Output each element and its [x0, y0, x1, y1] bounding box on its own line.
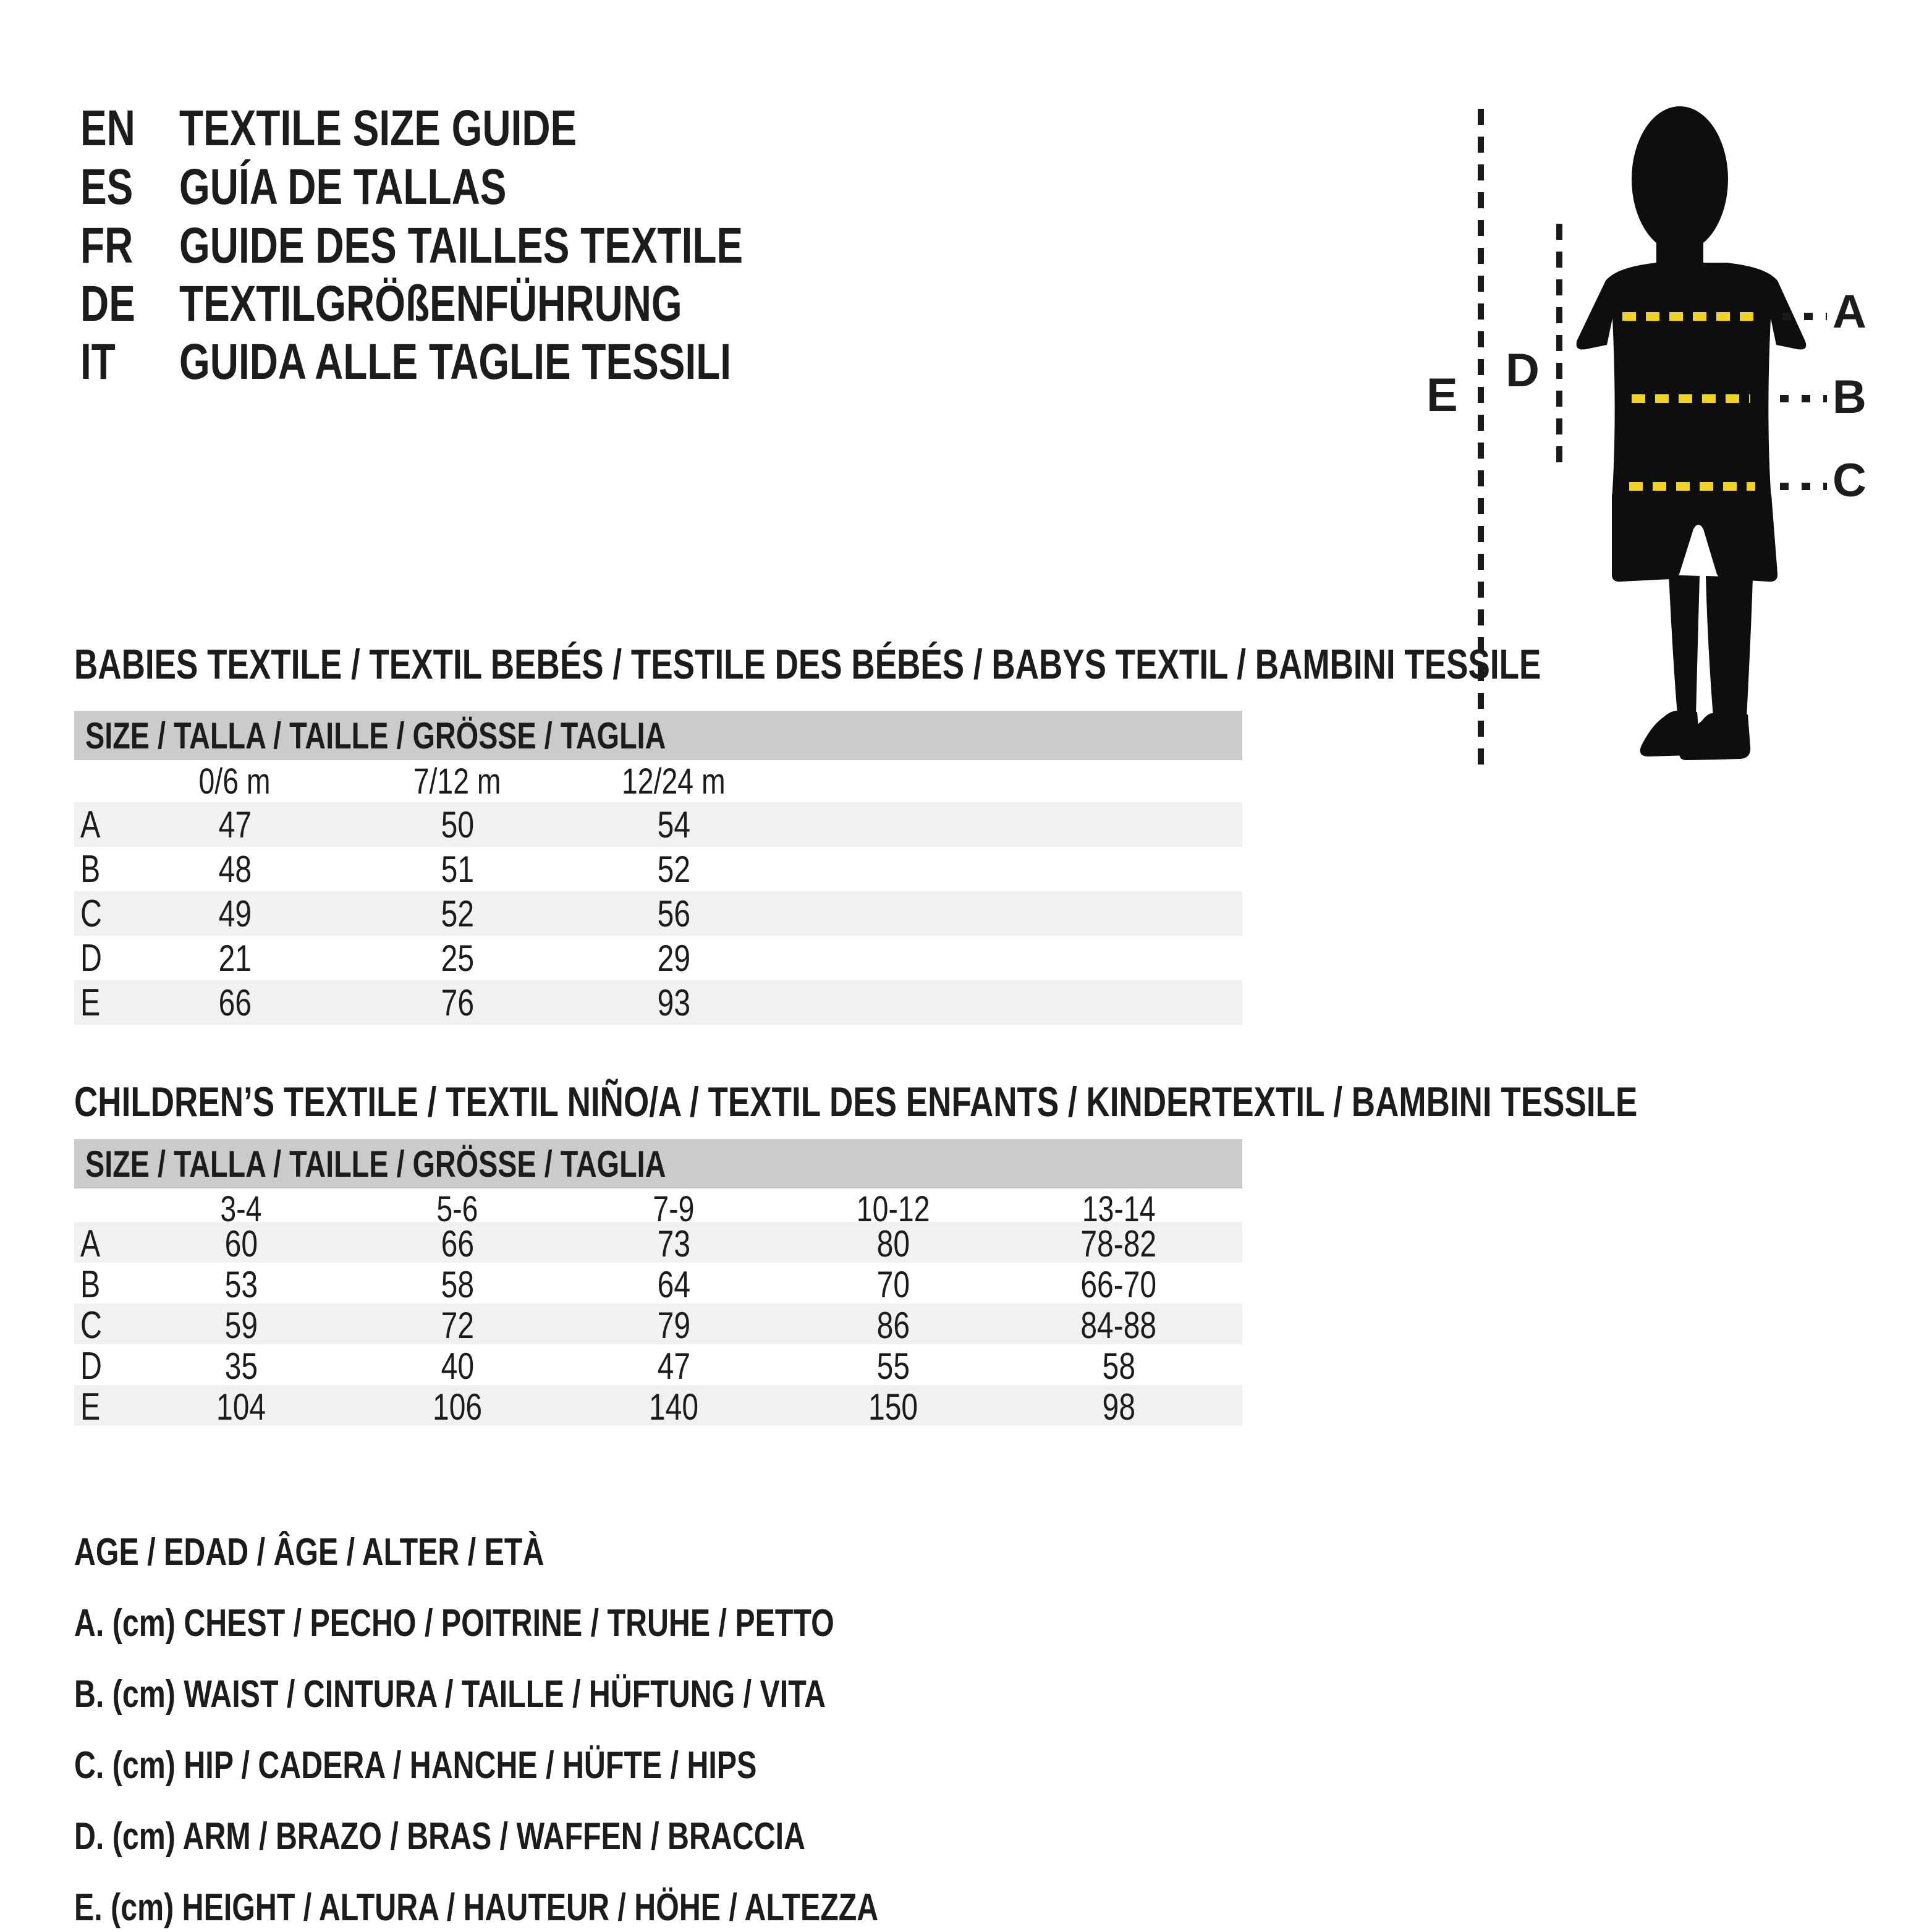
- size-cell-text: 104: [216, 1386, 266, 1428]
- size-cell: [1017, 1386, 1221, 1428]
- size-cell: [145, 803, 324, 846]
- legend-line-text: B. (cm) WAIST / CINTURA / TAILLE / HÜFTUNG / VITA: [74, 1673, 826, 1716]
- size-cell-text: 49: [218, 892, 252, 934]
- size-cell-text: 66: [218, 981, 252, 1023]
- row-label-text: B: [80, 847, 101, 891]
- children-size-header-text: SIZE / TALLA / TAILLE / GRÖSSE / TAGLIA: [85, 1143, 666, 1185]
- size-cell: [145, 937, 324, 980]
- legend-line-chest: [74, 1601, 1049, 1646]
- legend-line-text: E. (cm) HEIGHT / ALTURA / HAUTEUR / HÖHE / ALTEZZA: [74, 1886, 879, 1929]
- table-row: [74, 802, 1242, 847]
- size-cell: [145, 1222, 337, 1265]
- children-section-heading: [74, 1080, 1932, 1124]
- row-label: [74, 936, 145, 980]
- column-header: [145, 761, 324, 802]
- children-section-heading-text: CHILDREN’S TEXTILE / TEXTIL NIÑO/A / TEXTIL DES ENFANTS / KINDERTEXTIL / BAMBINI TESSILE: [74, 1078, 1638, 1125]
- size-cell-text: 93: [657, 981, 690, 1023]
- size-cell-text: 66-70: [1080, 1264, 1157, 1305]
- column-header-text: 10-12: [856, 1189, 930, 1229]
- size-cell: [324, 892, 590, 935]
- size-cell-text: 80: [876, 1223, 910, 1265]
- table-row: [74, 1263, 1242, 1306]
- size-cell-text: 150: [868, 1386, 918, 1428]
- row-label-text: C: [80, 892, 102, 935]
- measure-label-b: [1832, 370, 1866, 425]
- size-cell-text: 48: [218, 848, 252, 890]
- size-cell-text: 73: [657, 1223, 690, 1265]
- column-header-text: 7/12 m: [413, 761, 501, 802]
- measure-label-c: [1832, 454, 1866, 508]
- language-row: [80, 218, 902, 274]
- language-title-text: GUIDA ALLE TAGLIE TESSILI: [179, 334, 732, 390]
- size-cell-text: 76: [441, 981, 474, 1023]
- size-cell-text: 40: [441, 1345, 474, 1387]
- language-row: [80, 276, 824, 333]
- size-cell: [324, 937, 590, 980]
- size-cell-text: 106: [432, 1386, 483, 1428]
- size-cell: [145, 848, 324, 891]
- legend-line-age: [74, 1530, 677, 1575]
- size-cell: [578, 1263, 769, 1306]
- language-code-text: EN: [80, 100, 135, 156]
- size-cell: [145, 892, 324, 935]
- language-code: [80, 158, 179, 216]
- size-cell-text: 70: [876, 1264, 910, 1305]
- measure-label-d: [1506, 344, 1540, 398]
- table-row: [74, 1222, 1242, 1263]
- language-title-text: TEXTILGRÖßENFÜHRUNG: [179, 276, 682, 332]
- legend-line-text: D. (cm) ARM / BRAZO / BRAS / WAFFEN / BRACCIA: [74, 1815, 806, 1858]
- legend-line-text: A. (cm) CHEST / PECHO / POITRINE / TRUHE / PETTO: [74, 1602, 834, 1645]
- legend-line-text: AGE / EDAD / ÂGE / ALTER / ETÀ: [74, 1531, 544, 1574]
- column-header: [324, 761, 590, 802]
- language-title-text: TEXTILE SIZE GUIDE: [179, 100, 577, 156]
- size-cell: [590, 848, 757, 891]
- size-cell-text: 50: [441, 803, 474, 845]
- language-title: [179, 158, 599, 216]
- size-cell-text: 79: [657, 1305, 690, 1346]
- size-cell-text: 52: [657, 848, 690, 890]
- row-label-text: A: [80, 1222, 101, 1265]
- size-cell-text: 66: [441, 1223, 474, 1265]
- size-cell: [578, 1386, 769, 1428]
- row-label: [74, 803, 145, 847]
- legend-line-height: [74, 1886, 1105, 1930]
- size-cell-text: 52: [441, 892, 474, 934]
- measure-label-b-text: B: [1832, 371, 1866, 423]
- size-cell-text: 47: [657, 1345, 690, 1387]
- language-code: [80, 217, 179, 275]
- children-size-header-bar: [74, 1139, 1242, 1188]
- language-title-text: GUÍA DE TALLAS: [179, 159, 507, 215]
- size-cell-text: 29: [657, 937, 690, 979]
- column-header-text: 0/6 m: [198, 761, 271, 802]
- size-cell: [590, 803, 757, 846]
- babies-size-header-text: SIZE / TALLA / TAILLE / GRÖSSE / TAGLIA: [85, 714, 666, 756]
- size-cell: [337, 1345, 578, 1388]
- row-label-text: B: [80, 1263, 101, 1306]
- table-row: [74, 1385, 1242, 1426]
- column-header: [590, 761, 757, 802]
- legend-line-text: C. (cm) HIP / CADERA / HANCHE / HÜFTE / HIPS: [74, 1744, 757, 1787]
- language-code-text: ES: [80, 159, 133, 215]
- language-code: [80, 100, 179, 158]
- size-cell: [324, 981, 590, 1024]
- size-cell: [337, 1263, 578, 1306]
- language-row: [80, 334, 887, 391]
- size-cell: [1017, 1222, 1221, 1265]
- size-cell-text: 35: [224, 1345, 258, 1387]
- table-row: [74, 936, 1242, 980]
- size-cell-text: 72: [441, 1305, 474, 1346]
- size-cell: [1017, 1304, 1221, 1347]
- language-title: [179, 217, 902, 275]
- language-code: [80, 275, 179, 333]
- table-row: [74, 891, 1242, 936]
- column-header-text: 13-14: [1082, 1189, 1156, 1229]
- row-label-text: D: [80, 1345, 102, 1388]
- table-row: [74, 980, 1242, 1025]
- size-cell-text: 25: [441, 937, 474, 979]
- measure-label-d-text: D: [1506, 344, 1540, 397]
- silhouette-torso: [1577, 263, 1807, 499]
- size-cell-text: 60: [224, 1223, 258, 1265]
- row-label: [74, 1385, 145, 1429]
- size-cell-text: 64: [657, 1264, 690, 1305]
- size-cell-text: 56: [657, 892, 690, 934]
- silhouette-shorts: [1612, 494, 1777, 582]
- size-cell: [337, 1386, 578, 1428]
- babies-size-table: [74, 760, 1242, 1025]
- row-label: [74, 981, 145, 1025]
- legend-line-waist: [74, 1672, 1038, 1717]
- row-label-text: E: [80, 981, 101, 1024]
- row-label: [74, 1344, 145, 1388]
- size-cell-text: 47: [218, 803, 252, 845]
- size-cell: [1017, 1263, 1221, 1306]
- language-row: [80, 100, 689, 157]
- row-label-text: C: [80, 1304, 102, 1347]
- size-cell: [578, 1304, 769, 1347]
- babies-section-heading-text: BABIES TEXTILE / TEXTIL BEBÉS / TESTILE DES BÉBÉS / BABYS TEXTIL / BAMBINI TESSILE: [74, 641, 1541, 688]
- size-cell: [145, 1263, 337, 1306]
- size-cell: [324, 848, 590, 891]
- size-cell-text: 58: [441, 1264, 474, 1305]
- table-row: [74, 847, 1242, 891]
- babies-column-header-row: [74, 760, 1242, 802]
- size-cell: [324, 803, 590, 846]
- legend-line-hip: [74, 1743, 949, 1788]
- size-cell: [769, 1345, 1017, 1388]
- table-row: [74, 1344, 1242, 1388]
- row-label: [74, 1222, 145, 1266]
- children-column-header-row: [74, 1188, 1242, 1229]
- size-cell-text: 21: [218, 937, 252, 979]
- size-cell-text: 98: [1102, 1386, 1135, 1428]
- size-cell-text: 59: [224, 1305, 258, 1346]
- measure-label-a-text: A: [1832, 286, 1866, 338]
- size-cell: [769, 1386, 1017, 1428]
- size-cell: [769, 1263, 1017, 1306]
- size-cell-text: 84-88: [1080, 1305, 1157, 1346]
- size-cell: [578, 1345, 769, 1388]
- size-cell: [337, 1304, 578, 1347]
- size-cell-text: 78-82: [1080, 1223, 1157, 1265]
- language-code: [80, 333, 179, 391]
- row-label: [74, 1263, 145, 1307]
- language-code-text: IT: [80, 334, 116, 390]
- language-title: [179, 275, 824, 333]
- language-title: [179, 100, 689, 158]
- row-label-text: E: [80, 1386, 101, 1428]
- size-cell: [145, 1304, 337, 1347]
- row-label: [74, 892, 145, 936]
- row-label-text: D: [80, 936, 102, 980]
- babies-section-heading: [74, 643, 1932, 686]
- column-header-text: 3-4: [220, 1189, 262, 1229]
- size-cell: [590, 981, 757, 1024]
- size-cell-text: 58: [1102, 1345, 1135, 1387]
- measure-label-e: [1426, 368, 1458, 423]
- row-label: [74, 1303, 145, 1347]
- language-row: [80, 159, 599, 216]
- size-cell-text: 51: [441, 848, 474, 890]
- column-header-text: 12/24 m: [622, 761, 726, 802]
- measure-label-e-text: E: [1426, 369, 1458, 422]
- babies-size-header-bar: [74, 711, 1242, 760]
- language-code-text: FR: [80, 218, 133, 274]
- size-cell: [769, 1222, 1017, 1265]
- size-cell-text: 53: [224, 1264, 258, 1305]
- language-code-text: DE: [80, 276, 135, 332]
- language-title-text: GUIDE DES TAILLES TEXTILE: [179, 218, 744, 274]
- size-cell-text: 54: [657, 803, 690, 845]
- size-cell-text: 55: [876, 1345, 910, 1387]
- size-cell: [145, 1345, 337, 1388]
- size-cell: [145, 1386, 337, 1428]
- size-cell: [590, 892, 757, 935]
- column-header-text: 5-6: [436, 1189, 478, 1229]
- size-cell-text: 86: [876, 1305, 910, 1346]
- measure-label-c-text: C: [1832, 454, 1866, 507]
- size-cell: [578, 1222, 769, 1265]
- size-cell: [337, 1222, 578, 1265]
- column-header-text: 7-9: [653, 1189, 695, 1229]
- size-cell: [1017, 1345, 1221, 1388]
- language-title: [179, 333, 887, 391]
- children-size-table: [74, 1188, 1242, 1426]
- size-cell: [769, 1304, 1017, 1347]
- legend-line-arm: [74, 1815, 1012, 1859]
- row-label-text: A: [80, 803, 101, 846]
- size-cell-text: 140: [648, 1386, 699, 1428]
- row-label: [74, 847, 145, 891]
- size-cell: [590, 937, 757, 980]
- size-cell: [145, 981, 324, 1024]
- table-row: [74, 1303, 1242, 1347]
- measure-label-a: [1832, 285, 1866, 339]
